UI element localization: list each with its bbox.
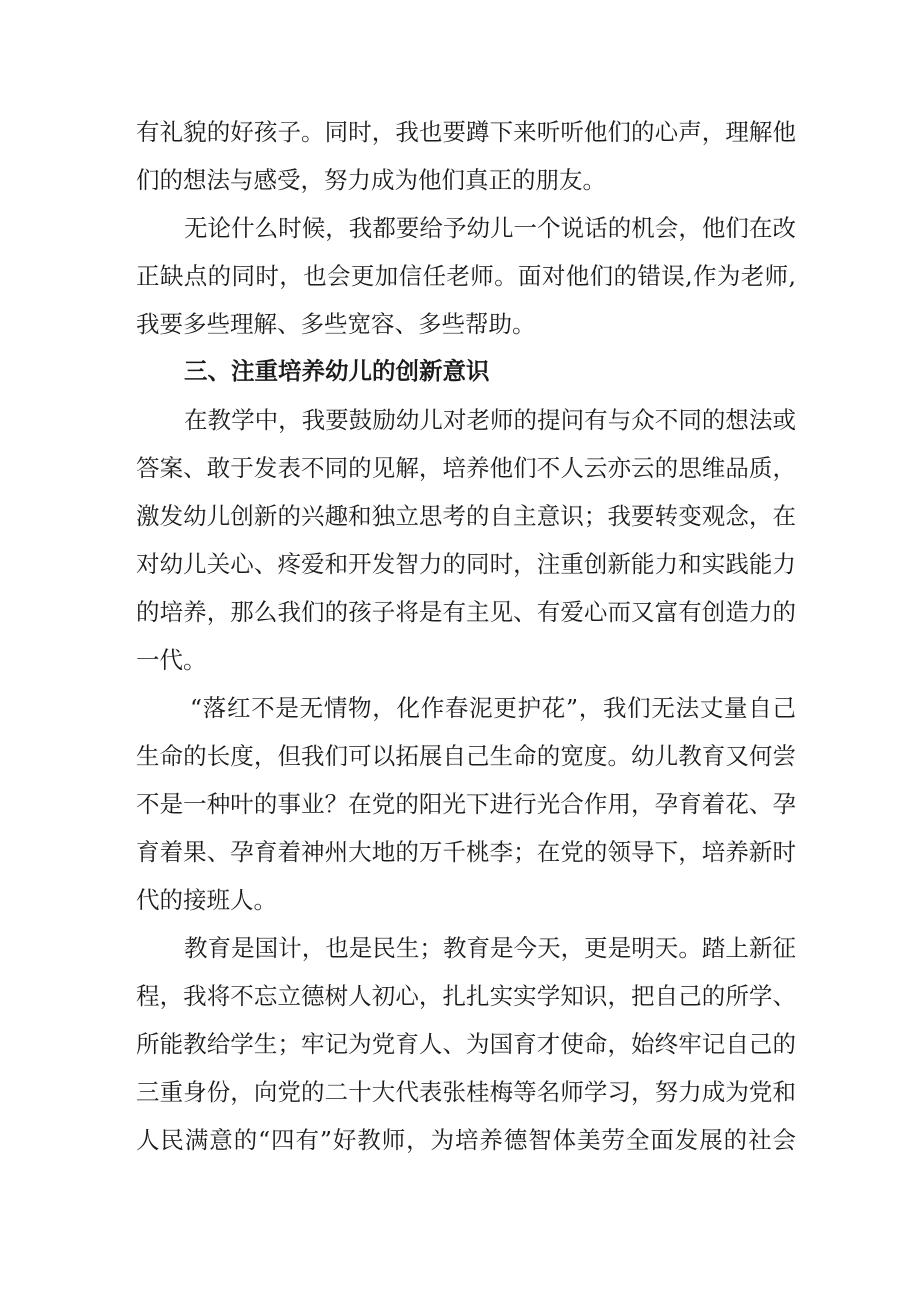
text-line: 教育是国计，也是民生；教育是今天，更是明天。踏上新征	[184, 934, 796, 962]
text-line: 无论什么时候，我都要给予幼儿一个说话的机会，他们在改	[184, 214, 796, 242]
text-line: 三重身份，向党的二十大代表张桂梅等名师学习，努力成为党和	[136, 1078, 796, 1106]
text-line: 代的接班人。	[136, 886, 277, 914]
text-line: 的培养，那么我们的孩子将是有主见、有爱心而又富有创造力的	[136, 598, 796, 626]
text-line: 们的想法与感受，努力成为他们真正的朋友。	[136, 166, 606, 194]
text-line: 一代。	[136, 646, 207, 674]
text-line: 育着果、孕育着神州大地的万千桃李；在党的领导下，培养新时	[136, 838, 796, 866]
section-heading: 三、注重培养幼儿的创新意识	[184, 357, 490, 385]
text-line: 我要多些理解、多些宽容、多些帮助。	[136, 310, 536, 338]
text-line: 在教学中，我要鼓励幼儿对老师的提问有与众不同的想法或	[184, 406, 796, 434]
text-line: 人民满意的“四有”好教师，为培养德智体美劳全面发展的社会	[136, 1126, 796, 1154]
text-line: 激发幼儿创新的兴趣和独立思考的自主意识；我要转变观念，在	[136, 502, 796, 530]
text-line: 生命的长度，但我们可以拓展自己生命的宽度。幼儿教育又何尝	[136, 742, 796, 770]
text-line: 不是一种叶的事业？在党的阳光下进行光合作用，孕育着花、孕	[136, 790, 796, 818]
text-line: 有礼貌的好孩子。同时，我也要蹲下来听听他们的心声，理解他	[136, 118, 796, 146]
text-line: 程，我将不忘立德树人初心，扎扎实实学知识，把自己的所学、	[136, 982, 796, 1010]
text-line: 正缺点的同时，也会更加信任老师。面对他们的错误,作为老师,	[136, 262, 796, 290]
text-line: “落红不是无情物，化作春泥更护花”，我们无法丈量自己	[190, 694, 796, 722]
text-line: 对幼儿关心、疼爱和开发智力的同时，注重创新能力和实践能力	[136, 550, 796, 578]
text-line: 答案、敢于发表不同的见解，培养他们不人云亦云的思维品质，	[136, 454, 796, 482]
text-line: 所能教给学生；牢记为党育人、为国育才使命，始终牢记自己的	[136, 1030, 796, 1058]
